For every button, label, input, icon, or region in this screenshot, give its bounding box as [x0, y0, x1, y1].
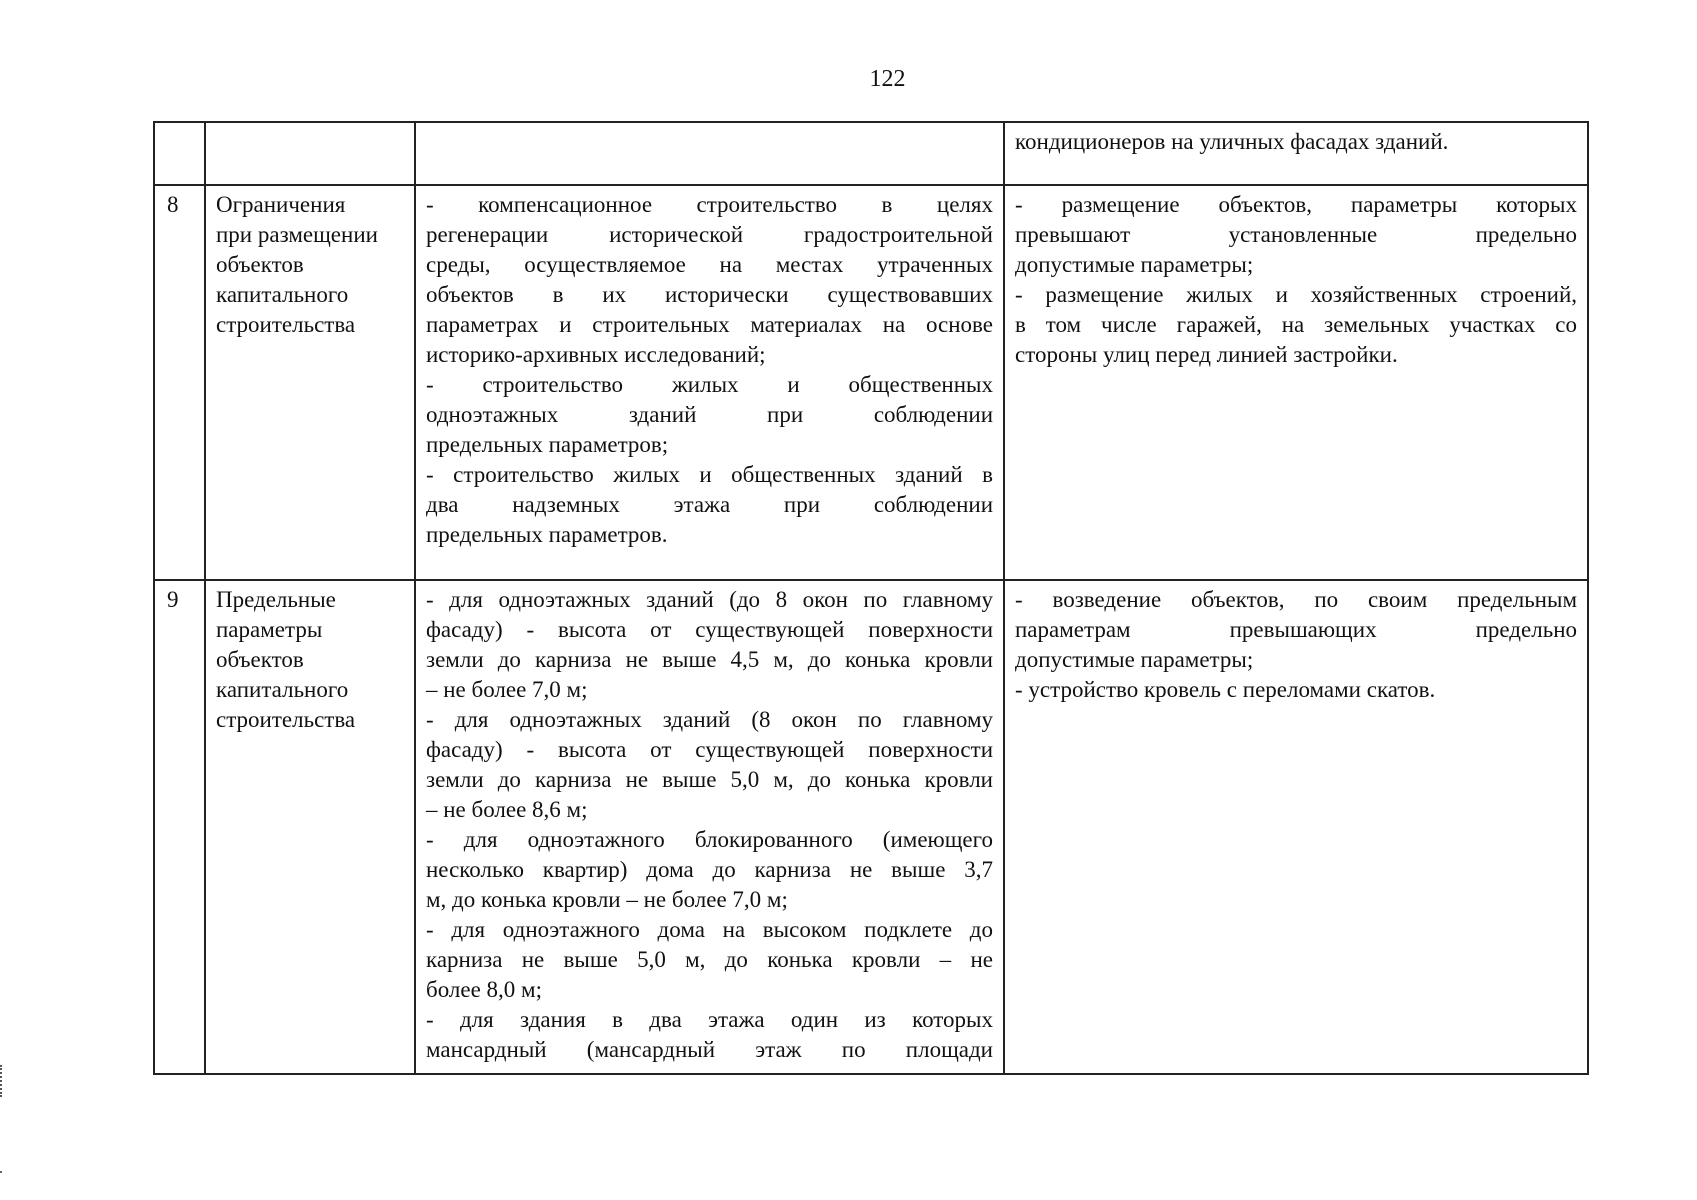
text-line: историко-архивных исследований;: [426, 342, 766, 367]
text-line: - строительство жилых и общественных: [426, 372, 993, 397]
text-line: при размещении: [216, 222, 378, 247]
text-line: земли до карниза не выше 4,5 м, до конька кровли: [426, 647, 993, 672]
cell-allowed: [415, 580, 1004, 1074]
text-line: предельных параметров;: [426, 432, 669, 457]
text-line: одноэтажных зданий при соблюдении: [426, 402, 993, 427]
text-line: - для одноэтажного блокированного (имеющего: [426, 827, 993, 852]
cell-forbidden: [1004, 580, 1588, 1074]
text-line: - размещение жилых и хозяйственных строений,: [1015, 282, 1577, 307]
text-line: предельных параметров.: [426, 522, 668, 547]
text-line: - размещение объектов, параметры которых: [1015, 192, 1577, 217]
cell-forbidden: кондиционеров на уличных фасадах зданий.: [1004, 122, 1588, 185]
text-line: параметрам превышающих предельно: [1015, 617, 1577, 642]
regulations-table: [153, 121, 1589, 1075]
text-line: фасаду) - высота от существующей поверхности: [426, 617, 993, 642]
scan-margin-mark: [0, 1065, 5, 1097]
scan-dot: [0, 1171, 2, 1173]
text-line: капитального: [216, 677, 349, 702]
text-line: - для одноэтажных зданий (8 окон по главному: [426, 707, 993, 732]
table-row-8: [154, 185, 1588, 580]
cell-number: 8: [154, 185, 205, 580]
text-line: капитального: [216, 282, 349, 307]
cell-name: [205, 185, 415, 580]
text-line: среды, осуществляемое на местах утраченных: [426, 252, 993, 277]
text-line: допустимые параметры;: [1015, 252, 1254, 277]
text-line: более 8,0 м;: [426, 977, 542, 1002]
text-line: параметры: [216, 617, 323, 642]
text-line: фасаду) - высота от существующей поверхности: [426, 737, 993, 762]
text-line: два надземных этажа при соблюдении: [426, 492, 993, 517]
table-row-continuation: [154, 122, 1588, 185]
text-line: регенерации исторической градостроительной: [426, 222, 993, 247]
cell-name: [205, 580, 415, 1074]
text-line: Предельные: [216, 587, 336, 612]
text-line: строительства: [216, 312, 356, 337]
text-line: стороны улиц перед линией застройки.: [1015, 342, 1398, 367]
table-row-9: [154, 580, 1588, 1074]
text-line: объектов: [216, 252, 304, 277]
text-line: - строительство жилых и общественных зданий в: [426, 462, 993, 487]
cell-forbidden: [1004, 185, 1588, 580]
text-line: строительства: [216, 707, 356, 732]
text-line: параметрах и строительных материалах на основе: [426, 312, 993, 337]
text-line: - компенсационное строительство в целях: [426, 192, 993, 217]
page-number: 122: [869, 66, 906, 92]
text-line: допустимые параметры;: [1015, 647, 1254, 672]
text-line: - для одноэтажных зданий (до 8 окон по главному: [426, 587, 993, 612]
cell-allowed: [415, 122, 1004, 185]
cell-name: [205, 122, 415, 185]
cell-number: 9: [154, 580, 205, 1074]
text-line: - для здания в два этажа один из которых: [426, 1007, 993, 1032]
text-line: несколько квартир) дома до карниза не выше 3,7: [426, 857, 993, 882]
text-line: объектов в их исторически существовавших: [426, 282, 993, 307]
text-line: превышают установленные предельно: [1015, 222, 1577, 247]
cell-allowed: [415, 185, 1004, 580]
text-line: земли до карниза не выше 5,0 м, до конька кровли: [426, 767, 993, 792]
cell-number: [154, 122, 205, 185]
text-line: в том числе гаражей, на земельных участках со: [1015, 312, 1577, 337]
text-line: мансардный (мансардный этаж по площади: [426, 1037, 993, 1062]
text-line: Ограничения: [216, 192, 346, 217]
text-line: – не более 7,0 м;: [426, 677, 588, 702]
text-line: - устройство кровель с переломами скатов.: [1015, 677, 1436, 702]
text-line: – не более 8,6 м;: [426, 797, 588, 822]
text-line: - возведение объектов, по своим предельным: [1015, 587, 1577, 612]
text-line: карниза не выше 5,0 м, до конька кровли – не: [426, 947, 993, 972]
text-line: - для одноэтажного дома на высоком подклете до: [426, 917, 993, 942]
text-line: объектов: [216, 647, 304, 672]
text-line: м, до конька кровли – не более 7,0 м;: [426, 887, 788, 912]
